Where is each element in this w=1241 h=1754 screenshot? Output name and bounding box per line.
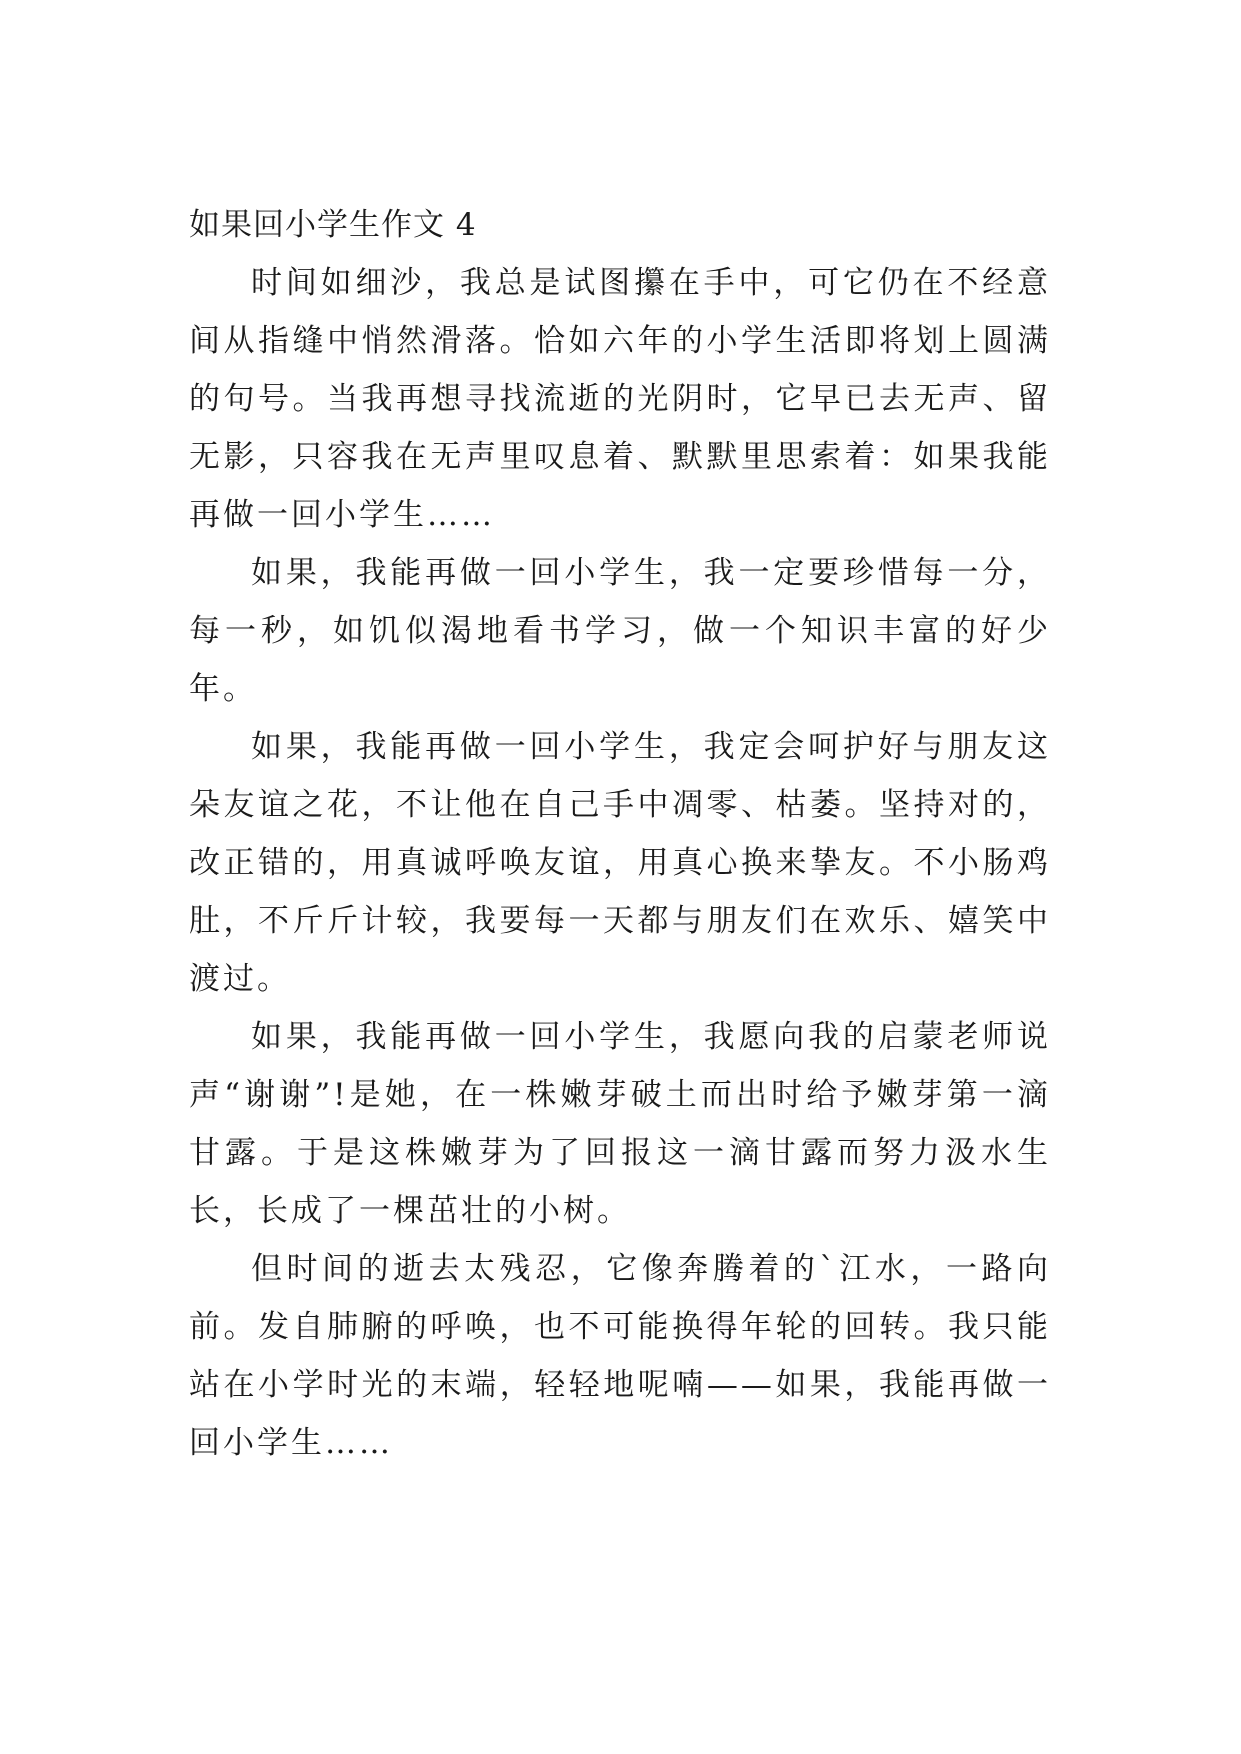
document-body (189, 196, 1051, 1472)
document-title: 如果回小学生作文 4 (189, 207, 477, 243)
paragraph-3: 如果，我能再做一回小学生，我定会呵护好与朋友这朵友谊之花，不让他在自己手中凋零、枯萎。坚持对的，改正错的，用真诚呼唤友谊，用真心换来挚友。不小肠鸡肚，不斤斤计较，我要每一天都与朋友们在欢乐、嬉笑中渡过。 (189, 729, 1051, 997)
paragraph-1: 时间如细沙，我总是试图攥在手中，可它仍在不经意间从指缝中悄然滑落。恰如六年的小学生活即将划上圆满的句号。当我再想寻找流逝的光阴时，它早已去无声、留无影，只容我在无声里叹息着、默默里思索着：如果我能再做一回小学生…… (189, 265, 1051, 533)
paragraph-2: 如果，我能再做一回小学生，我一定要珍惜每一分，每一秒，如饥似渴地看书学习，做一个知识丰富的好少年。 (189, 555, 1051, 707)
paragraph-4: 如果，我能再做一回小学生，我愿向我的启蒙老师说声“谢谢”!是她，在一株嫩芽破土而出时给予嫩芽第一滴甘露。于是这株嫩芽为了回报这一滴甘露而努力汲水生长，长成了一棵茁壮的小树。 (189, 1019, 1051, 1229)
paragraph-5: 但时间的逝去太残忍，它像奔腾着的`江水，一路向前。发自肺腑的呼唤，也不可能换得年轮的回转。我只能站在小学时光的末端，轻轻地呢喃——如果，我能再做一回小学生…… (189, 1251, 1051, 1461)
